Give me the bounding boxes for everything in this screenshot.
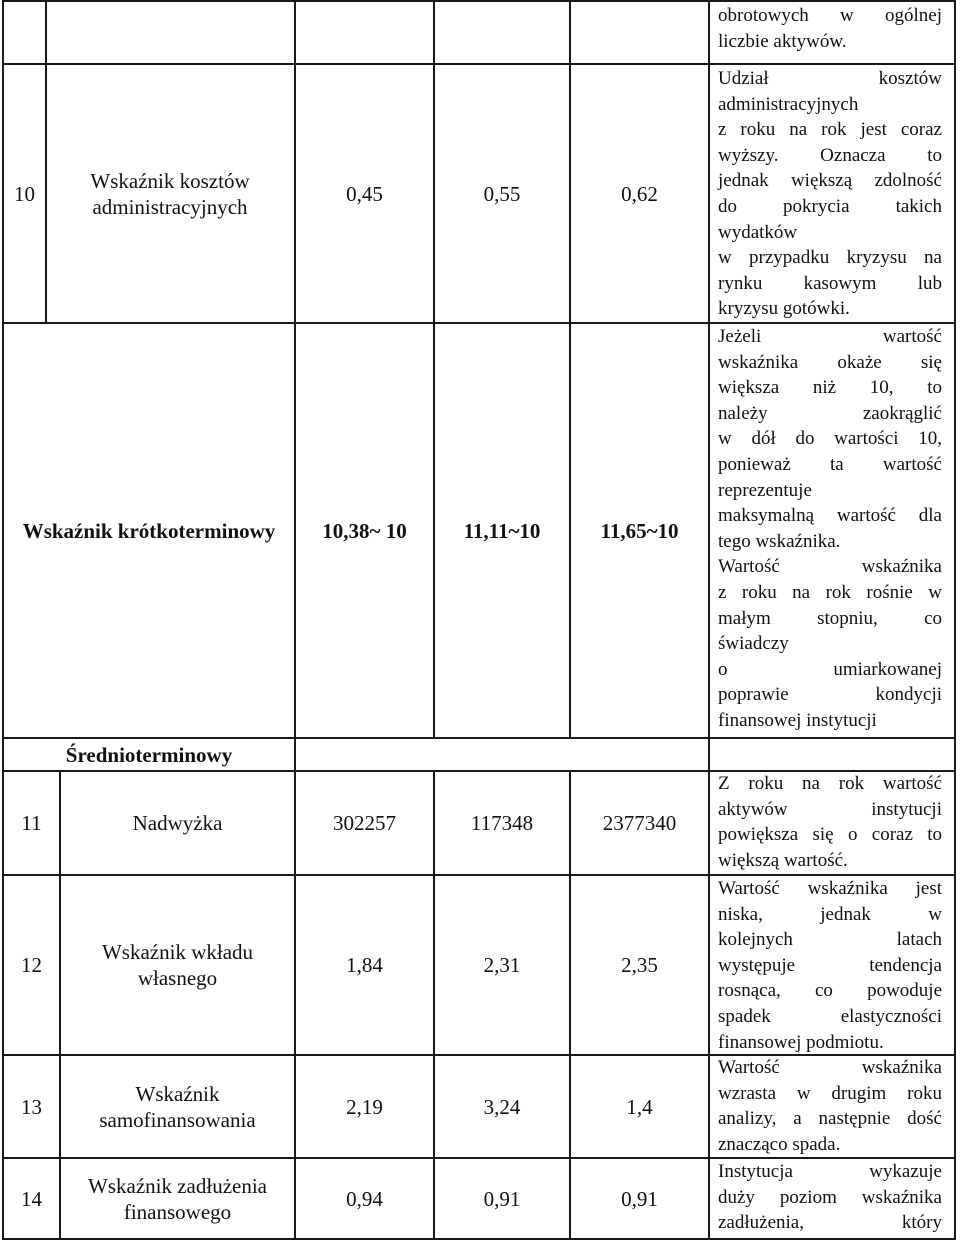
description-line: należy zaokrąglić bbox=[718, 402, 942, 424]
description-line: większą wartość. bbox=[718, 849, 848, 871]
value-year-1: 0,94 bbox=[346, 1186, 383, 1211]
description-line: rynku kasowym lub bbox=[718, 272, 942, 294]
description-line: finansowej instytucji bbox=[718, 709, 877, 731]
description-line: aktywów instytucji bbox=[718, 798, 942, 820]
row-number: 11 bbox=[21, 811, 42, 835]
description-line: kryzysu gotówki. bbox=[718, 298, 850, 320]
description-line: wzrasta w drugim roku bbox=[718, 1082, 942, 1104]
description-line: niska, jednak w bbox=[718, 903, 942, 925]
row-top-description bbox=[718, 3, 942, 54]
indicator-name: Wskaźnik krótkoterminowy bbox=[22, 518, 276, 543]
indicator-name: Wskaźnik kosztów administracyjnych bbox=[90, 168, 250, 219]
description-line: obrotowych w ogólnej bbox=[718, 5, 942, 26]
value-year-2: 0,55 bbox=[483, 181, 521, 206]
description-line: wydatków bbox=[718, 221, 798, 243]
table-rule bbox=[708, 0, 710, 1240]
description-line: świadczy bbox=[718, 633, 789, 655]
description-line: reprezentuje bbox=[718, 479, 812, 501]
row-11-description bbox=[718, 771, 942, 873]
description-line: administracyjnych bbox=[718, 93, 859, 115]
description-line: powiększa się o coraz to bbox=[718, 824, 942, 846]
description-line: tego wskaźnika. bbox=[718, 530, 841, 552]
description-line: z roku na rok rośnie w bbox=[718, 581, 942, 603]
table-rule bbox=[45, 0, 47, 322]
value-year-1: 2,19 bbox=[346, 1094, 383, 1119]
description-line: do pokrycia takich bbox=[718, 195, 942, 217]
value-year-2: 3,24 bbox=[483, 1094, 521, 1119]
description-line: w przypadku kryzysu na bbox=[718, 247, 942, 269]
row-14-description bbox=[718, 1159, 942, 1236]
description-line: z roku na rok jest coraz bbox=[718, 119, 942, 141]
description-line: małym stopniu, co bbox=[718, 607, 942, 629]
table-rule bbox=[954, 0, 956, 1240]
indicator-name: Wskaźnik samofinansowania bbox=[99, 1081, 256, 1132]
value-year-1: 302257 bbox=[333, 811, 396, 835]
indicator-name: Wskaźnik wkładu własnego bbox=[101, 940, 254, 990]
section-heading: Średnioterminowy bbox=[65, 742, 233, 767]
row-13-description bbox=[718, 1055, 942, 1157]
row-number: 10 bbox=[14, 181, 35, 206]
description-line: zadłużenia, który bbox=[718, 1212, 942, 1234]
indicator-name: Nadwyżka bbox=[132, 811, 223, 835]
table-rule bbox=[2, 0, 956, 2]
description-line: w dół do wartości 10, bbox=[718, 428, 942, 450]
value-year-3: 2,35 bbox=[621, 953, 658, 977]
description-line: występuje tendencja bbox=[718, 954, 942, 976]
description-line: kolejnych latach bbox=[718, 929, 942, 951]
description-line: Jeżeli wartość bbox=[718, 326, 942, 347]
row-10-description bbox=[718, 66, 942, 322]
value-year-1: 0,45 bbox=[346, 181, 383, 206]
description-line: znacząco spada. bbox=[718, 1133, 841, 1155]
value-year-3: 1,4 bbox=[626, 1094, 653, 1119]
row-number: 14 bbox=[21, 1186, 42, 1211]
value-year-3: 0,62 bbox=[621, 181, 658, 206]
description-line: jednak większą zdolność bbox=[718, 170, 942, 192]
description-line: spadek elastyczności bbox=[718, 1005, 942, 1027]
description-line: rosnąca, co powoduje bbox=[718, 980, 942, 1002]
description-line: liczbie aktywów. bbox=[718, 30, 847, 52]
value-year-1: 10,38~ 10 bbox=[322, 518, 407, 543]
description-line: duży poziom wskaźnika bbox=[718, 1186, 942, 1208]
description-line: Wartość wskaźnika bbox=[718, 1057, 942, 1078]
description-line: ponieważ ta wartość bbox=[718, 453, 942, 475]
description-line: większa niż 10, to bbox=[718, 377, 942, 399]
value-year-2: 11,11~10 bbox=[463, 518, 541, 543]
row-number: 13 bbox=[21, 1094, 42, 1119]
description-line: maksymalną wartość dla bbox=[718, 505, 942, 527]
description-line: finansowej podmiotu. bbox=[718, 1031, 884, 1053]
short-term-description bbox=[718, 324, 942, 734]
description-line: poprawie kondycji bbox=[718, 684, 942, 706]
value-year-1: 1,84 bbox=[346, 953, 383, 977]
table-rule bbox=[2, 1238, 956, 1240]
description-line: Instytucja wykazuje bbox=[718, 1161, 942, 1182]
value-year-3: 2377340 bbox=[602, 811, 677, 835]
description-line: wskaźnika okaże się bbox=[718, 351, 942, 373]
description-line: o umiarkowanej bbox=[718, 658, 942, 680]
value-year-2: 0,91 bbox=[483, 1186, 521, 1211]
indicator-name: Wskaźnik zadłużenia finansowego bbox=[88, 1173, 267, 1224]
description-line: Z roku na rok wartość bbox=[718, 773, 942, 794]
description-line: analizy, a następnie dość bbox=[718, 1108, 942, 1130]
description-line: Wartość wskaźnika jest bbox=[718, 878, 942, 899]
description-line: Wartość wskaźnika bbox=[718, 556, 942, 578]
value-year-2: 117348 bbox=[470, 811, 534, 835]
description-line: wyższy. Oznacza to bbox=[718, 144, 942, 166]
value-year-3: 0,91 bbox=[621, 1186, 658, 1211]
description-line: Udział kosztów bbox=[718, 68, 942, 89]
row-12-description bbox=[718, 876, 942, 1055]
value-year-3: 11,65~10 bbox=[600, 518, 679, 543]
value-year-2: 2,31 bbox=[483, 953, 521, 977]
row-number: 12 bbox=[21, 953, 42, 977]
